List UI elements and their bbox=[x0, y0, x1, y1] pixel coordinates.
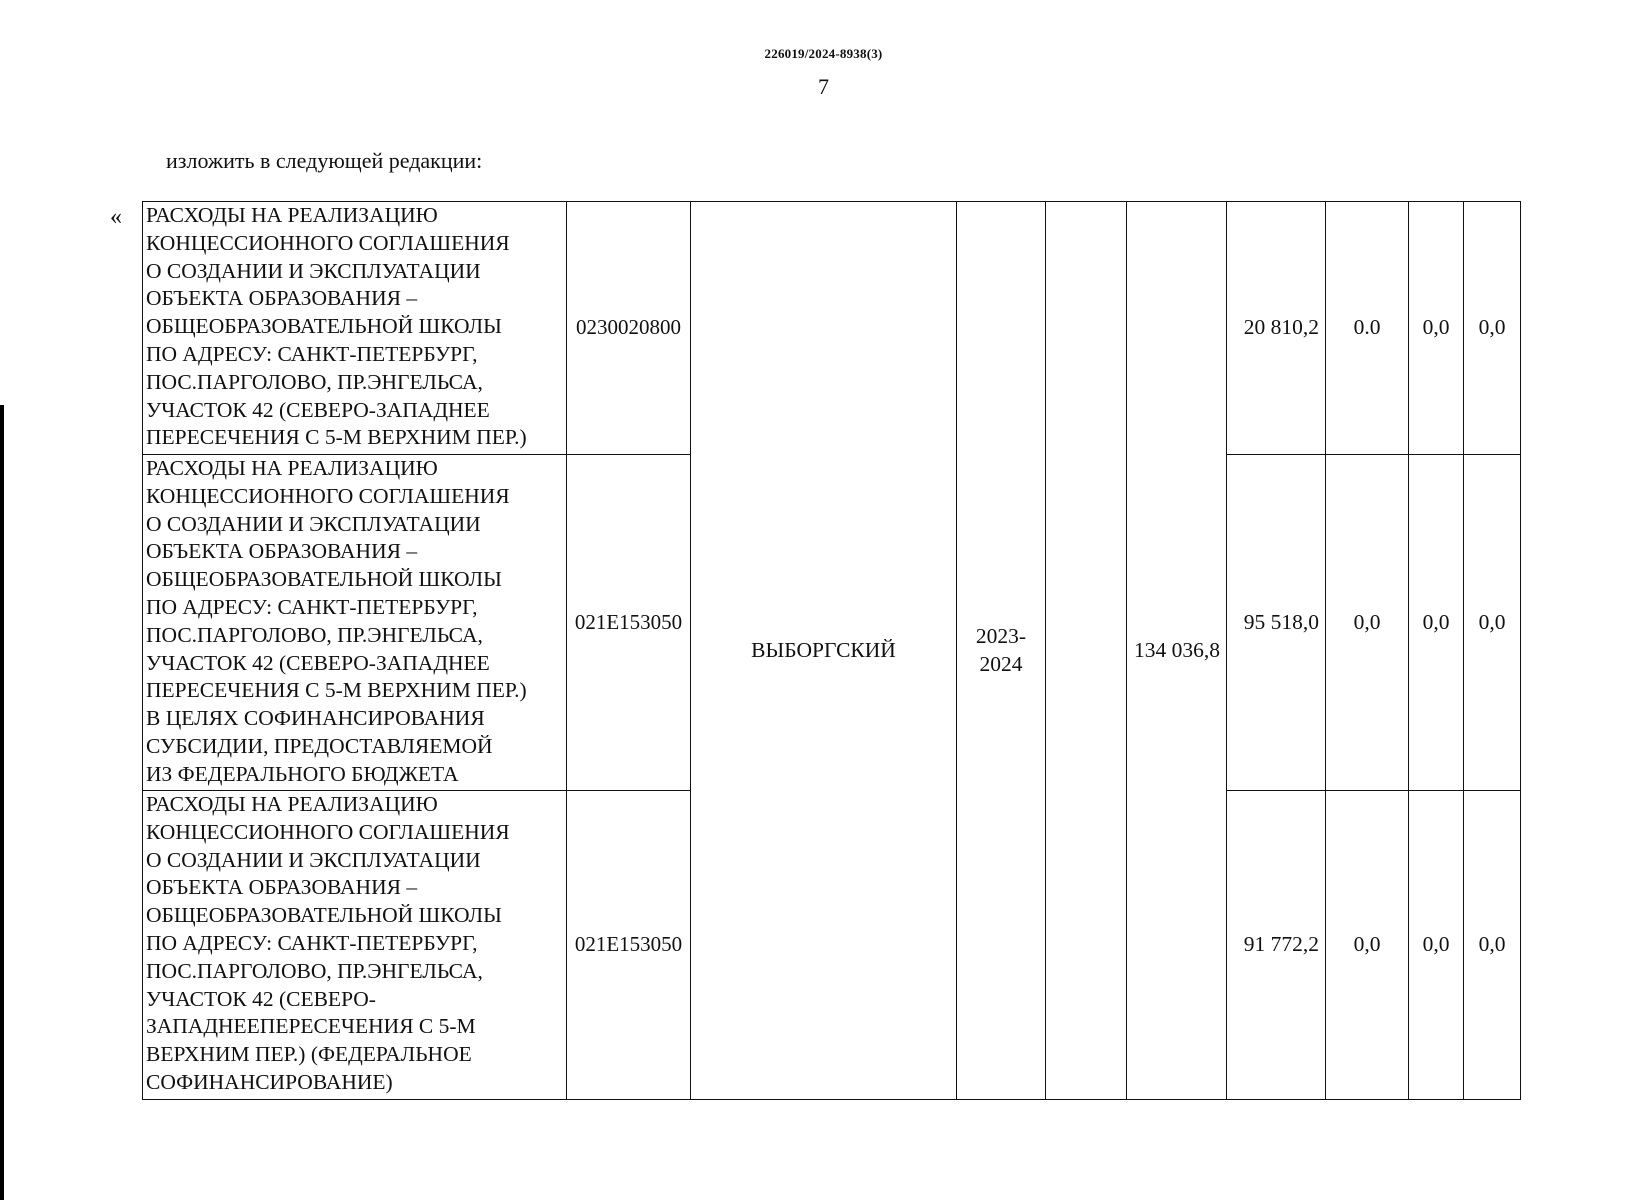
description-line: РАСХОДЫ НА РЕАЛИЗАЦИЮ bbox=[146, 456, 438, 480]
description-line: ВЕРХНИМ ПЕР.) (ФЕДЕРАЛЬНОЕ bbox=[146, 1042, 472, 1067]
period-text: 2023- 2024 bbox=[975, 623, 1027, 676]
budget-code: 0230020800 bbox=[567, 202, 691, 455]
value-cell: 0,0 bbox=[1409, 202, 1464, 455]
description-line: О СОЗДАНИИ И ЭКСПЛУАТАЦИИ bbox=[146, 258, 481, 283]
description-line: ПО АДРЕСУ: САНКТ-ПЕТЕРБУРГ, bbox=[146, 594, 478, 619]
description-line: РАСХОДЫ НА РЕАЛИЗАЦИЮ bbox=[146, 792, 438, 816]
empty-cell bbox=[1046, 202, 1127, 1100]
value-cell: 0,0 bbox=[1326, 455, 1409, 791]
description-line: В ЦЕЛЯХ СОФИНАНСИРОВАНИЯ bbox=[146, 706, 485, 731]
description-line: РАСХОДЫ НА РЕАЛИЗАЦИЮ bbox=[146, 203, 438, 227]
description-line: УЧАСТОК 42 (СЕВЕРО-ЗАПАДНЕЕ bbox=[146, 397, 490, 422]
budget-code: 021E153050 bbox=[567, 791, 691, 1100]
value-cell: 0,0 bbox=[1464, 202, 1521, 455]
amendment-table bbox=[142, 201, 1521, 1100]
row-amount: 95 518,0 bbox=[1227, 455, 1326, 791]
description-line: ИЗ ФЕДЕРАЛЬНОГО БЮДЖЕТА bbox=[146, 761, 459, 786]
scan-left-edge bbox=[0, 405, 4, 1200]
description-line: ПО АДРЕСУ: САНКТ-ПЕТЕРБУРГ, bbox=[146, 930, 478, 955]
value-cell: 0,0 bbox=[1326, 791, 1409, 1100]
intro-text: изложить в следующей редакции: bbox=[166, 148, 483, 173]
description-line: ОБЩЕОБРАЗОВАТЕЛЬНОЙ ШКОЛЫ bbox=[146, 567, 502, 592]
description-line: ОБЪЕКТА ОБРАЗОВАНИЯ – bbox=[146, 539, 418, 564]
value-cell: 0,0 bbox=[1409, 455, 1464, 791]
description-line: КОНЦЕССИОННОГО СОГЛАШЕНИЯ bbox=[146, 819, 510, 844]
row-amount: 91 772,2 bbox=[1227, 791, 1326, 1100]
period-cell bbox=[957, 202, 1046, 1100]
value-cell: 0,0 bbox=[1409, 791, 1464, 1100]
description-line: О СОЗДАНИИ И ЭКСПЛУАТАЦИИ bbox=[146, 511, 481, 536]
table-row bbox=[143, 202, 1521, 455]
description-line: ПЕРЕСЕЧЕНИЯ С 5-М ВЕРХНИМ ПЕР.) bbox=[146, 678, 527, 703]
expense-description bbox=[143, 791, 567, 1100]
description-line: УЧАСТОК 42 (СЕВЕРО- bbox=[146, 986, 376, 1011]
value-cell: 0,0 bbox=[1464, 455, 1521, 791]
description-line: СОФИНАНСИРОВАНИЕ) bbox=[146, 1069, 393, 1094]
page-number: 7 bbox=[818, 74, 829, 99]
description-line: О СОЗДАНИИ И ЭКСПЛУАТАЦИИ bbox=[146, 847, 481, 872]
description-line: ОБЩЕОБРАЗОВАТЕЛЬНОЙ ШКОЛЫ bbox=[146, 903, 502, 928]
opening-quote: « bbox=[110, 204, 122, 230]
description-line: КОНЦЕССИОННОГО СОГЛАШЕНИЯ bbox=[146, 230, 510, 255]
document-number: 226019/2024-8938(3) bbox=[764, 46, 883, 61]
description-line: ПО АДРЕСУ: САНКТ-ПЕТЕРБУРГ, bbox=[146, 341, 478, 366]
description-line: ПОС.ПАРГОЛОВО, ПР.ЭНГЕЛЬСА, bbox=[146, 369, 483, 394]
description-line: ПОС.ПАРГОЛОВО, ПР.ЭНГЕЛЬСА, bbox=[146, 622, 483, 647]
expense-description bbox=[143, 202, 567, 455]
description-line: ПЕРЕСЕЧЕНИЯ С 5-М ВЕРХНИМ ПЕР.) bbox=[146, 425, 527, 450]
expense-description bbox=[143, 455, 567, 791]
description-line: КОНЦЕССИОННОГО СОГЛАШЕНИЯ bbox=[146, 483, 510, 508]
description-line: ОБЩЕОБРАЗОВАТЕЛЬНОЙ ШКОЛЫ bbox=[146, 314, 502, 339]
budget-code: 021E153050 bbox=[567, 455, 691, 791]
district-cell: ВЫБОРГСКИЙ bbox=[691, 202, 957, 1100]
description-line: УЧАСТОК 42 (СЕВЕРО-ЗАПАДНЕЕ bbox=[146, 650, 490, 675]
description-line: ОБЪЕКТА ОБРАЗОВАНИЯ – bbox=[146, 875, 418, 900]
row-amount: 20 810,2 bbox=[1227, 202, 1326, 455]
value-cell: 0.0 bbox=[1326, 202, 1409, 455]
description-line: ЗАПАДНЕЕПЕРЕСЕЧЕНИЯ С 5-М bbox=[146, 1014, 476, 1039]
description-line: ПОС.ПАРГОЛОВО, ПР.ЭНГЕЛЬСА, bbox=[146, 958, 483, 983]
description-line: СУБСИДИИ, ПРЕДОСТАВЛЯЕМОЙ bbox=[146, 733, 493, 758]
value-cell: 0,0 bbox=[1464, 791, 1521, 1100]
description-line: ОБЪЕКТА ОБРАЗОВАНИЯ – bbox=[146, 286, 418, 311]
total-amount: 134 036,8 bbox=[1127, 202, 1227, 1100]
